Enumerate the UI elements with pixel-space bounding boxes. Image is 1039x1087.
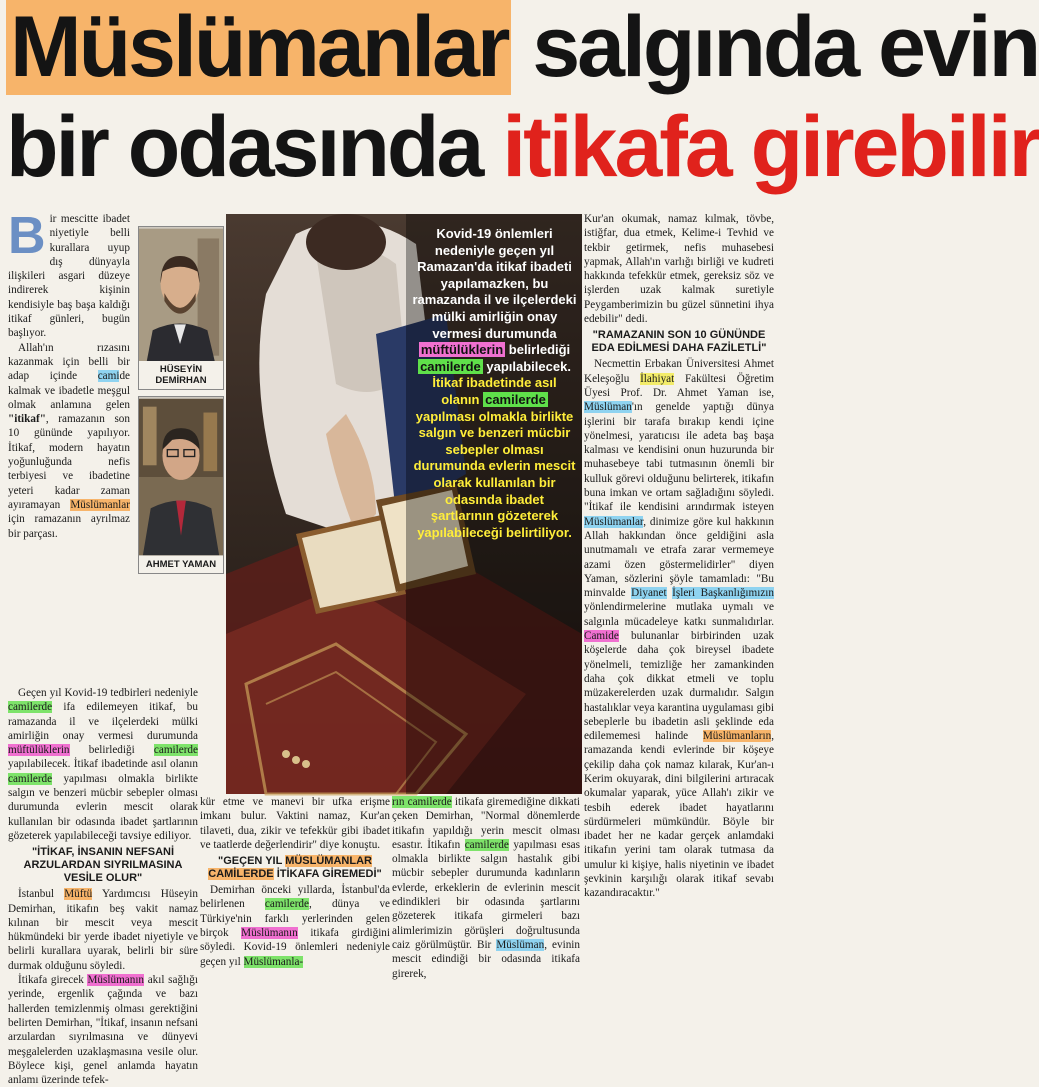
- text: yapılabilecek.: [482, 358, 571, 374]
- portrait-ahmet-yaman: [138, 396, 224, 574]
- text: 'ın genelde yaptığı dünya işlerini bir tarafa bırakıp kendi içine yönelmesi, yaratıcısı ile adeta baş başa kalması ve kendisini onun huzurunda bir muhasebeye tabi tutmasının önemli bir kulluk görevi olduğunu belirterek, itikafın buna imkan ve ortam sağladığını söyledi. "İtikaf ile kendisini arındırmak isteyen: [584, 401, 774, 514]
- text: Yardımcısı Hüseyin Demirhan, itikafın beş vakit namaz kılınan bir mescit veya mescit hükmündeki bir yerde ibadet niyetiyle ve belirli kurallara uyarak, belirli bir süre durmak olduğunu söyledi.: [8, 888, 198, 972]
- text: , ramazanın son 10 gününde yapılıyor. İtikaf, modern hayatın yoğunluğunda nefis terbiyesi ve ibadetine yeteri kadar zaman ayıramayan: [8, 413, 130, 511]
- subheading: "İTİKAF, İNSANIN NEFSANİ ARZULARDAN SIYRILMASINA VESİLE OLUR": [23, 846, 183, 885]
- text: itikafa giremediğine dikkati çeken Demirhan, "Normal dönemlerde itikafın yapıldığı yerin mescit olması esastır. İtikafın: [392, 796, 580, 851]
- text: İTİKAFA GİREMEDİ": [273, 868, 382, 881]
- highlight: cami: [97, 370, 120, 383]
- highlight: camilerde: [153, 744, 198, 757]
- highlight: Müslümanlar: [70, 498, 130, 511]
- paragraph: [8, 973, 198, 1087]
- paragraph: [8, 887, 198, 973]
- text: Allah'ın rızasını kazanmak için belli bir adap içinde: [8, 341, 130, 383]
- text: Demirhan önceki yıllarda, İstanbul'da belirlenen: [200, 884, 390, 911]
- highlight: camilerde: [464, 838, 509, 851]
- subheading: [200, 855, 390, 881]
- highlight: camilerde: [407, 796, 452, 808]
- highlight: Diyanet: [631, 587, 667, 600]
- text: itikafa girdiğini söyledi. Kovid-19 önlemleri nedeniyle geçen yıl: [200, 927, 390, 968]
- person-photo: [139, 227, 223, 373]
- highlight: müftülüklerin: [8, 744, 70, 757]
- highlight: camilerde: [485, 391, 546, 407]
- text: yapılabilecek. İtikaf ibadetinde asıl olanın: [8, 758, 198, 771]
- text: Fakültesi Öğretim Üyesi Prof. Dr. Ahmet Yaman ise,: [584, 372, 774, 399]
- person-photo: [139, 397, 223, 557]
- text: yönlendirmelerine mutlaka uymalı ve salgınla mücadeleye katkı sunmalıdırlar.: [584, 601, 774, 628]
- text: belirlediği: [69, 744, 154, 757]
- portrait-name: AHMET YAMAN: [139, 556, 223, 573]
- paragraph: [200, 795, 390, 852]
- paragraph: [584, 357, 774, 900]
- text: İtikafa girecek: [18, 974, 88, 987]
- highlight: MÜSLÜMANLAR CAMİLERDE: [208, 855, 372, 881]
- photo-caption-callout: [412, 226, 577, 541]
- text: İtikaf ibadetinde asıl olanın: [432, 375, 557, 407]
- highlight: Müslümanın: [87, 974, 145, 987]
- text: "GEÇEN YIL: [218, 855, 286, 868]
- text: de kalmak ve ibadetle meşgul olmak anlamına gelen: [8, 370, 130, 411]
- highlight: Camide: [584, 630, 619, 643]
- highlight: camilerde: [8, 772, 53, 785]
- highlight: rın: [392, 796, 408, 808]
- highlight: Müslüman: [584, 401, 632, 414]
- headline-red-text: itikafa girebilir: [502, 99, 1039, 195]
- text: İstanbul: [18, 888, 65, 901]
- text: yapılması esas olmakla birlikte salgın hastalık gibi mücbir sebepler durumunda kadınların evlerde, erkeklerin de evlerinin mescit edindikleri bir odasında şartlarını gözeterek itikafa girmeleri bazı alimlerimizin görüşleri doğrultusunda caiz görülmüştür. Bir: [392, 838, 580, 951]
- portrait-huseyin-demirhan: [138, 226, 224, 390]
- text: için ramazanın ayrılmaz bir parçası.: [8, 513, 130, 540]
- text: ifa edilemeyen itikaf, bu ramazanda il ve ilçelerdeki mülki amirliğin onay vermesi durumunda: [8, 701, 198, 742]
- highlight: İşleri Başkanlığımızın: [672, 587, 774, 600]
- article-column-2: [200, 795, 390, 968]
- text: belirlediği: [505, 342, 571, 358]
- paragraph: [392, 795, 580, 981]
- highlight: Müftü: [64, 888, 93, 901]
- portrait-name: HÜSEYİN DEMİRHAN: [139, 361, 223, 389]
- text: yapılması olmakla birlikte salgın ve benzeri mücbir sebepler olması durumunda evlerin mescit olarak kullanılan bir odasında ibadet şartlarının gözeterek yapılabileceği belirtiliyor.: [413, 408, 576, 540]
- headline: [6, 0, 1039, 200]
- text: Necmettin Erbakan Üniversitesi Ahmet Keleşoğlu: [584, 358, 774, 385]
- text: , dinimize göre kul hakkının Allah hakkından önce geldiğini asla unutmamalı ve etrafa zarar vermemeye azami özen göstermelidirler" diyen Yaman, sözlerini şöyle tamamladı: "Bu minvalde: [584, 515, 774, 600]
- paragraph: [8, 686, 198, 843]
- drop-cap: B: [8, 207, 46, 265]
- article-column-1-bottom: [8, 686, 198, 1087]
- headline-text: salgında evin: [511, 0, 1039, 95]
- highlight: İlahiyat: [640, 372, 675, 385]
- highlight: Müslümanla-: [243, 955, 304, 968]
- headline-text: bir odasında: [6, 99, 503, 195]
- highlight: camilerde: [8, 701, 53, 714]
- paragraph: [200, 883, 390, 969]
- text: , ramazanda kendi evlerinde bir köşeye çekilip daha çok namaz kılarak, Kur'an-ı Kerim okuyarak, dini bilgilerini artıracak okumalar yaparak, yüce Allah'ı zikir ve tesbih ederek ibadet hayatlarını sürdürmeleri mümkündür. Böyle bir ibadet her ne kadar gerçek anlamdaki itikafın yerini tam olarak tutmasa da umulur ki kişiye, halis niyetinin ve ibadet şevkinin karşılığı olarak itikaf sevabı kazandıracaktır.": [584, 730, 774, 900]
- highlight: camilerde: [420, 358, 481, 374]
- highlight: Müslümanlar: [584, 515, 644, 528]
- text: ir mescitte ibadet niyetiyle belli kurallara uyup dış dünyayla ilişkileri asgari düzeye indirerek kişinin kendisiyle baş başa kaldığı itikaf günleri, bugün başlıyor.: [8, 213, 130, 340]
- highlight: müftülüklerin: [420, 342, 504, 358]
- subheading: "RAMAZANIN SON 10 GÜNÜNDE EDA EDİLMESİ DAHA FAZİLETLİ": [591, 329, 767, 355]
- text: Geçen yıl Kovid-19 tedbirleri nedeniyle: [18, 687, 198, 699]
- highlight: Müslümanların: [702, 730, 772, 743]
- text: Kovid-19 önlemleri nedeniyle geçen yıl Ramazan'da itikaf ibadeti yapılamazken, bu ramazanda il ve ilçelerdeki mülki amirliğin onay vermesi durumunda: [412, 226, 577, 341]
- text: , evinin mescit edindiği bir odasında itikafa girerek,: [392, 938, 580, 980]
- bold-term: "itikaf": [8, 413, 46, 426]
- text: Kur'an okumak, namaz kılmak, tövbe, istiğfar, dua etmek, Kelime-i Tevhid ve tekbir getirmek, nefis muhasebesi yapmak, Allah'ın varlığı birliği ve kudreti hakkında tefekkür etmek, gereksiz söz ve işlerden uzak kalmak suretiyle Peygamberimizin bu güzel sünnetini ihya edebilir" dedi.: [584, 213, 774, 326]
- paragraph: [8, 341, 130, 541]
- highlight: camilerde: [264, 898, 309, 911]
- text: yapılması olmakla birlikte salgın ve benzeri mücbir sebepler olması durumunda evlerin mescit olarak kullanılan bir odasında ibadet şartlarının gözeterek yapılabileceği tavsiye ediliyor.: [8, 772, 198, 842]
- paragraph: [584, 212, 774, 326]
- text: bulunanlar birbirinden uzak köşelerde daha çok bireysel ibadete yönelmeli, temizliğe her zamankinden daha çok dikkat etmeli ve toplu müzakerelerden uzak durmalıdır. Salgın hastalıklar veya karantina uygulaması gibi sebeplerle bu ibadetin asli şeklinde eda edilememesi halinde: [584, 630, 774, 743]
- text: akıl sağlığı yerinde, ergenlik çağında ve bazı hallerden temizlenmiş olması gerektiğini belirten Demirhan, "İtikaf, insanın nefsani arzulardan sıyrılmasına ve dünyevi meşgalelerden uzaklaşmasına vesile olur. Böylece kişi, genel anlamda hayatın anlamı üzerinde tefek-: [8, 974, 198, 1087]
- headline-line-2: [6, 99, 1039, 195]
- headline-highlight-word: Müslümanlar: [6, 0, 511, 95]
- highlight: Müslüman: [496, 938, 545, 951]
- article-column-4: [584, 212, 774, 948]
- text: kür etme ve manevi bir ufka erişme imkanı bulur. Vaktini namaz, Kur'an tilaveti, dua, zikir ve tefekkür gibi ibadet ve taatlerde değerlendirir" diye konuştu.: [200, 796, 390, 851]
- highlight: Müslümanın: [241, 927, 298, 940]
- article-column-1: [8, 207, 130, 686]
- headline-line-1: [6, 0, 1039, 95]
- article-column-3: [392, 795, 580, 980]
- text: , dünya ve Türkiye'nin farklı yerlerinden gelen birçok: [200, 898, 390, 940]
